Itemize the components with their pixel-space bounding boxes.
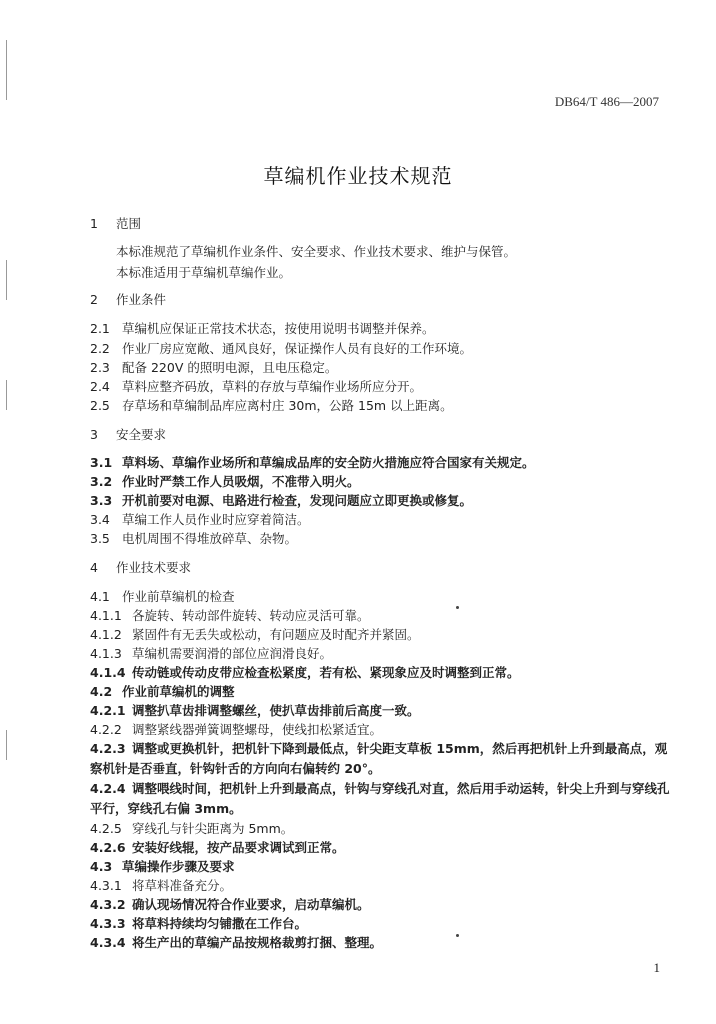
clause-text: 确认现场情况符合作业要求，启动草编机。 xyxy=(132,897,370,912)
section-heading xyxy=(90,215,670,233)
clause-text: 作业前草编机的检查 xyxy=(122,589,235,604)
clause-text: 开机前要对电源、电路进行检查，发现问题应立即更换或修复。 xyxy=(122,493,473,508)
clause-text: 紧固件有无丢失或松动，有问题应及时配齐并紧固。 xyxy=(132,627,420,642)
clause-item xyxy=(90,511,670,529)
clause-number: 2.1 xyxy=(90,321,110,336)
clause-item xyxy=(90,739,670,779)
clause-item xyxy=(90,721,670,739)
clause-text: 调整紧线器弹簧调整螺母，使线扣松紧适宜。 xyxy=(132,722,383,737)
subsection-heading xyxy=(90,858,670,876)
section-heading xyxy=(90,426,670,444)
clause-text: 作业厂房应宽敞、通风良好，保证操作人员有良好的工作环境。 xyxy=(122,341,473,356)
clause-text: 作业时严禁工作人员吸烟，不准带入明火。 xyxy=(122,474,360,489)
clause-text: 电机周围不得堆放碎草、杂物。 xyxy=(122,531,298,546)
clause-number: 4.1.2 xyxy=(90,627,122,642)
clause-item xyxy=(90,359,670,377)
clause-text: 将草料准备充分。 xyxy=(132,878,233,893)
clause-item xyxy=(90,340,670,358)
paragraph: 本标准规范了草编机作业条件、安全要求、作业技术要求、维护与保管。 xyxy=(116,244,517,259)
clause-text: 作业前草编机的调整 xyxy=(122,684,235,699)
clause-number: 2.3 xyxy=(90,360,110,375)
clause-text: 调整扒草齿排调整螺丝，使扒草齿排前后高度一致。 xyxy=(132,703,420,718)
clause-number: 4.2.1 xyxy=(90,703,126,718)
clause-text: 穿线孔与针尖距离为 5mm。 xyxy=(132,821,294,836)
clause-text: 草编机需要润滑的部位应润滑良好。 xyxy=(132,646,333,661)
clause-item xyxy=(90,320,670,338)
clause-text: 传动链或传动皮带应检查松紧度，若有松、紧现象应及时调整到正常。 xyxy=(132,665,520,680)
page-number: 1 xyxy=(653,960,660,975)
clause-number: 4.2 xyxy=(90,684,113,699)
scan-speck xyxy=(456,606,459,609)
section-heading xyxy=(90,291,670,309)
scan-edge-mark xyxy=(6,40,7,100)
clause-number: 4.1 xyxy=(90,589,110,604)
clause-item xyxy=(90,473,670,491)
clause-number: 4.1.4 xyxy=(90,665,126,680)
clause-text: 草编操作步骤及要求 xyxy=(122,859,235,874)
section-number: 3 xyxy=(90,427,98,442)
subsection-heading xyxy=(90,588,670,606)
clause-text: 调整喂线时间，把机针上升到最高点，针钩与穿线孔对直，然后用手动运转，针尖上升到与穿线孔平行，穿线孔右偏 3mm。 xyxy=(90,781,670,816)
clause-item xyxy=(90,820,670,838)
clause-text: 将生产出的草编产品按规格裁剪打捆、整理。 xyxy=(132,935,383,950)
clause-item xyxy=(90,896,670,914)
clause-number: 4.2.5 xyxy=(90,821,122,836)
clause-text: 存草场和草编制品库应离村庄 30m，公路 15m 以上距离。 xyxy=(122,398,453,413)
scan-edge-mark xyxy=(6,260,7,300)
clause-number: 2.5 xyxy=(90,398,110,413)
clause-item xyxy=(90,492,670,510)
section-title: 作业条件 xyxy=(116,292,167,307)
clause-text: 草料应整齐码放，草料的存放与草编作业场所应分开。 xyxy=(122,379,423,394)
clause-item xyxy=(90,839,670,857)
clause-number: 4.1.3 xyxy=(90,646,122,661)
clause-number: 4.3.4 xyxy=(90,935,126,950)
clause-text: 安装好线辊，按产品要求调试到正常。 xyxy=(132,840,345,855)
clause-number: 2.2 xyxy=(90,341,110,356)
section-number: 1 xyxy=(90,216,98,231)
section-heading xyxy=(90,559,670,577)
clause-text: 将草料持续均匀铺撒在工作台。 xyxy=(132,916,308,931)
clause-item xyxy=(90,378,670,396)
clause-number: 3.2 xyxy=(90,474,113,489)
standard-code: DB64/T 486—2007 xyxy=(554,94,659,109)
section-title: 作业技术要求 xyxy=(116,560,192,575)
clause-item xyxy=(90,607,670,625)
clause-number: 4.3.2 xyxy=(90,897,126,912)
clause-number: 4.2.4 xyxy=(90,781,126,796)
section-title: 安全要求 xyxy=(116,427,167,442)
clause-number: 4.2.3 xyxy=(90,741,126,756)
clause-item xyxy=(90,626,670,644)
clause-text: 调整或更换机针，把机针下降到最低点，针尖距支草板 15mm，然后再把机针上升到最高点，观察机针是否垂直，针钩针舌的方向向右偏转约 20°。 xyxy=(90,741,668,776)
clause-item xyxy=(90,397,670,415)
clause-number: 3.3 xyxy=(90,493,113,508)
clause-text: 草编工作人员作业时应穿着简洁。 xyxy=(122,512,310,527)
clause-item xyxy=(90,934,670,952)
clause-number: 2.4 xyxy=(90,379,110,394)
clause-text: 各旋转、转动部件旋转、转动应灵活可靠。 xyxy=(132,608,370,623)
clause-text: 草编机应保证正常技术状态，按使用说明书调整并保养。 xyxy=(122,321,435,336)
scan-edge-mark xyxy=(6,730,7,760)
clause-number: 4.3.1 xyxy=(90,878,122,893)
clause-item xyxy=(90,530,670,548)
subsection-heading xyxy=(90,683,670,701)
clause-number: 4.1.1 xyxy=(90,608,122,623)
clause-item xyxy=(90,779,670,819)
clause-number: 3.4 xyxy=(90,512,110,527)
clause-number: 4.3.3 xyxy=(90,916,126,931)
document-title: 草编机作业技术规范 xyxy=(263,164,453,188)
clause-number: 3.1 xyxy=(90,455,113,470)
clause-item xyxy=(90,702,670,720)
clause-number: 4.2.6 xyxy=(90,840,126,855)
clause-number: 4.3 xyxy=(90,859,113,874)
clause-item xyxy=(90,915,670,933)
paragraph: 本标准适用于草编机草编作业。 xyxy=(116,265,292,280)
clause-item xyxy=(90,877,670,895)
section-number: 4 xyxy=(90,560,98,575)
scan-edge-mark xyxy=(6,380,7,410)
section-title: 范围 xyxy=(116,216,142,231)
clause-text: 草料场、草编作业场所和草编成品库的安全防火措施应符合国家有关规定。 xyxy=(122,455,535,470)
clause-item xyxy=(90,664,670,682)
clause-item xyxy=(90,645,670,663)
scan-speck xyxy=(456,934,459,937)
clause-item xyxy=(90,454,670,472)
section-number: 2 xyxy=(90,292,98,307)
clause-number: 3.5 xyxy=(90,531,110,546)
clause-text: 配备 220V 的照明电源，且电压稳定。 xyxy=(122,360,338,375)
clause-number: 4.2.2 xyxy=(90,722,122,737)
